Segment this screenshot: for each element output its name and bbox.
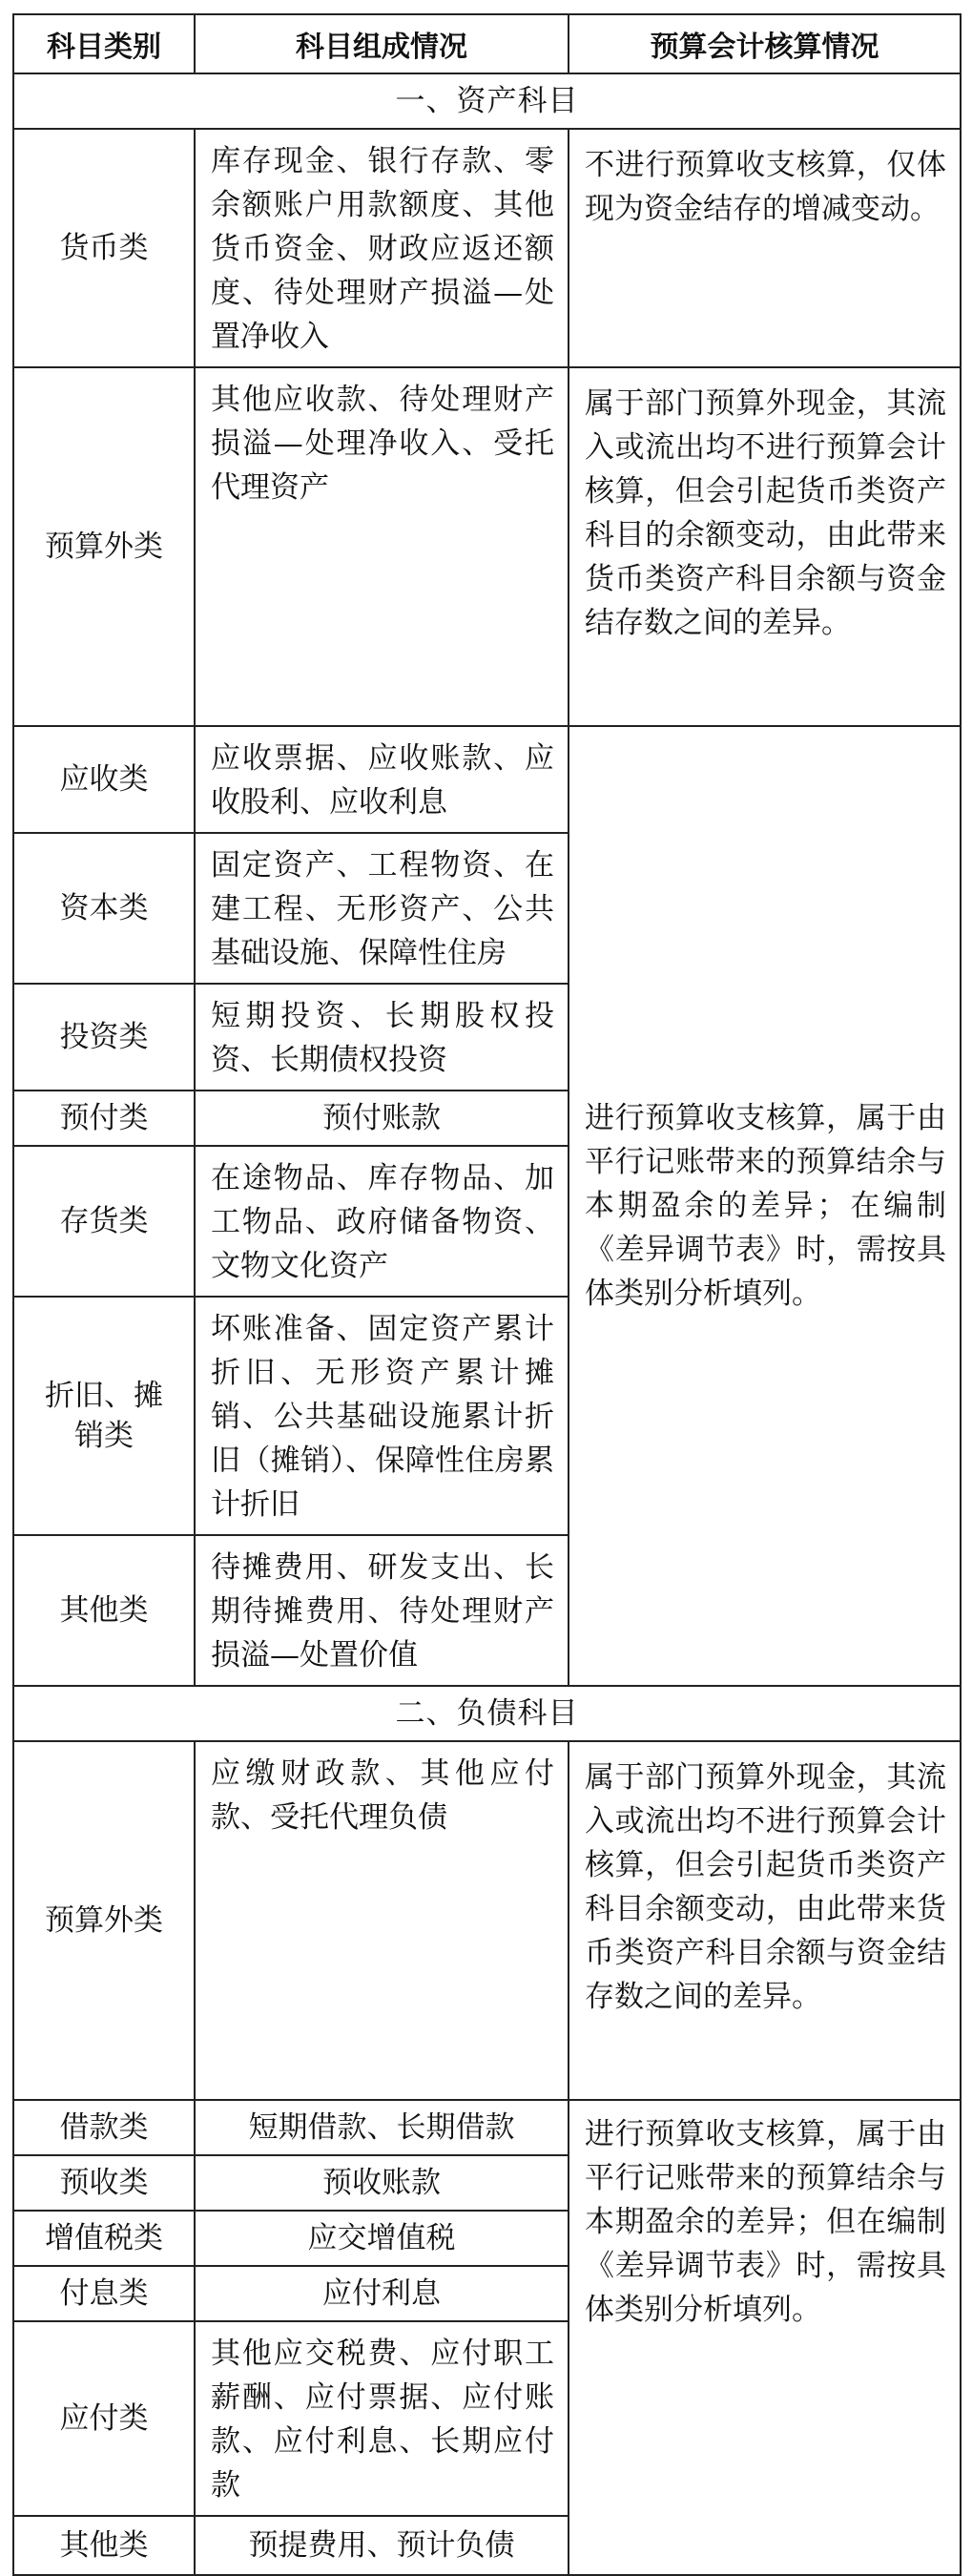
row-composition: 应缴财政款、其他应付款、受托代理负债 [195, 1741, 569, 2100]
row-composition: 应付利息 [195, 2266, 569, 2321]
row-description: 进行预算收支核算，属于由平行记账带来的预算结余与本期盈余的差异；但在编制《差异调节表》时，需按具体类别分析填列。 [569, 2100, 961, 2575]
section-title: 一、资产科目 [13, 73, 961, 129]
row-composition: 固定资产、工程物资、在建工程、无形资产、公共基础设施、保障性住房 [195, 833, 569, 984]
row-description: 属于部门预算外现金，其流入或流出均不进行预算会计核算，但会引起货币类资产科目的余额变动，由此带来货币类资产科目余额与资金结存数之间的差异。 [569, 367, 961, 726]
row-category: 投资类 [13, 984, 195, 1091]
row-category: 付息类 [13, 2266, 195, 2321]
header-category: 科目类别 [13, 14, 195, 73]
row-category: 存货类 [13, 1146, 195, 1297]
table-row [13, 2100, 961, 2155]
row-category: 预算外类 [13, 1741, 195, 2100]
row-category: 预付类 [13, 1091, 195, 1146]
row-category: 预收类 [13, 2155, 195, 2211]
row-composition: 库存现金、银行存款、零余额账户用款额度、其他货币资金、财政应返还额度、待处理财产损溢—处置净收入 [195, 129, 569, 367]
row-composition: 待摊费用、研发支出、长期待摊费用、待处理财产损溢—处置价值 [195, 1535, 569, 1686]
table-row [13, 726, 961, 833]
row-composition: 在途物品、库存物品、加工物品、政府储备物资、文物文化资产 [195, 1146, 569, 1297]
row-category: 其他类 [13, 2516, 195, 2575]
row-category: 资本类 [13, 833, 195, 984]
row-composition: 短期借款、长期借款 [195, 2100, 569, 2155]
row-category: 应付类 [13, 2321, 195, 2516]
section-row-liabilities [13, 1686, 961, 1741]
row-composition: 其他应收款、待处理财产损溢—处理净收入、受托代理资产 [195, 367, 569, 726]
row-category: 增值税类 [13, 2211, 195, 2266]
accounting-table [12, 13, 962, 2576]
header-description: 预算会计核算情况 [569, 14, 961, 73]
row-composition: 短期投资、长期股权投资、长期债权投资 [195, 984, 569, 1091]
row-category: 货币类 [13, 129, 195, 367]
row-composition: 预收账款 [195, 2155, 569, 2211]
table-row [13, 367, 961, 726]
row-category: 预算外类 [13, 367, 195, 726]
row-composition: 应收票据、应收账款、应收股利、应收利息 [195, 726, 569, 833]
section-title: 二、负债科目 [13, 1686, 961, 1741]
row-category: 折旧、摊销类 [13, 1297, 195, 1535]
row-composition: 预提费用、预计负债 [195, 2516, 569, 2575]
section-row-assets [13, 73, 961, 129]
row-description: 不进行预算收支核算，仅体现为资金结存的增减变动。 [569, 129, 961, 367]
row-composition: 应交增值税 [195, 2211, 569, 2266]
row-composition: 其他应交税费、应付职工薪酬、应付票据、应付账款、应付利息、长期应付款 [195, 2321, 569, 2516]
row-category: 借款类 [13, 2100, 195, 2155]
row-description: 属于部门预算外现金，其流入或流出均不进行预算会计核算，但会引起货币类资产科目余额变动，由此带来货币类资产科目余额与资金结存数之间的差异。 [569, 1741, 961, 2100]
row-composition: 预付账款 [195, 1091, 569, 1146]
row-category: 其他类 [13, 1535, 195, 1686]
row-category: 应收类 [13, 726, 195, 833]
accounting-table-wrapper [12, 13, 960, 2563]
table-row [13, 129, 961, 367]
header-row [13, 14, 961, 73]
table-row [13, 1741, 961, 2100]
header-composition: 科目组成情况 [195, 14, 569, 73]
row-description: 进行预算收支核算，属于由平行记账带来的预算结余与本期盈余的差异；在编制《差异调节表》时，需按具体类别分析填列。 [569, 726, 961, 1686]
row-composition: 坏账准备、固定资产累计折旧、无形资产累计摊销、公共基础设施累计折旧（摊销）、保障性住房累计折旧 [195, 1297, 569, 1535]
